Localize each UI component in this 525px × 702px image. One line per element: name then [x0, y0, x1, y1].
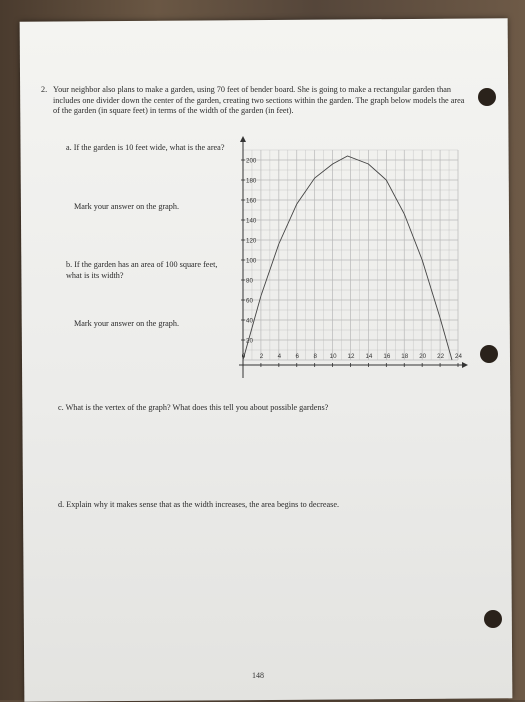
x-tick-label: 22	[437, 353, 445, 360]
page-number: 148	[252, 671, 264, 680]
y-tick-label: 200	[246, 157, 257, 165]
y-tick-label: 40	[246, 317, 253, 325]
y-tick-label: 20	[246, 337, 253, 345]
x-tick-label: 6	[295, 353, 299, 360]
x-tick-label: 10	[329, 353, 337, 360]
x-tick-label: 4	[277, 353, 282, 360]
question-d: d. Explain why it makes sense that as the width increases, the area begins to decrease.	[58, 500, 340, 509]
graph-axes	[239, 136, 468, 378]
question-b-mark: Mark your answer on the graph.	[74, 319, 180, 328]
y-tick-label: 60	[246, 297, 253, 305]
y-tick-label: 160	[246, 197, 257, 205]
x-tick-label: 20	[419, 353, 427, 360]
y-tick-label: 140	[246, 217, 257, 225]
question-c: c. What is the vertex of the graph? What does this tell you about possible gardens?	[58, 403, 329, 412]
y-axis-arrow	[240, 136, 246, 142]
y-tick-label: 120	[246, 237, 257, 245]
area-curve	[243, 156, 452, 360]
x-tick-label: 24	[455, 353, 462, 360]
x-tick-label: 8	[313, 353, 317, 360]
question-b: b. If the garden has an area of 100 square feet, what is its width?	[66, 260, 218, 280]
y-tick-label: 80	[246, 277, 253, 285]
x-tick-label: 0	[241, 353, 246, 360]
question-a: a. If the garden is 10 feet wide, what is the area?	[66, 143, 225, 152]
x-tick-label: 12	[347, 353, 355, 360]
y-tick-label: 180	[246, 177, 257, 185]
problem-number: 2.	[41, 85, 48, 94]
x-axis-arrow	[462, 362, 468, 368]
x-tick-label: 2	[259, 353, 264, 360]
y-tick-label: 100	[246, 257, 257, 265]
x-tick-label: 18	[401, 353, 409, 360]
x-tick-label: 16	[383, 353, 391, 360]
problem-text: Your neighbor also plans to make a garden, using 70 feet of bender board. She is going to make a rectangular garden than includes one divider down the center of the garden, creating two sections within the garden. The graph below models the area of the garden (in square feet) in terms of the width of the garden (in feet).	[53, 85, 465, 115]
question-a-mark: Mark your answer on the graph.	[74, 202, 180, 211]
graph-tick-labels	[242, 158, 463, 361]
x-tick-label: 14	[365, 353, 373, 360]
